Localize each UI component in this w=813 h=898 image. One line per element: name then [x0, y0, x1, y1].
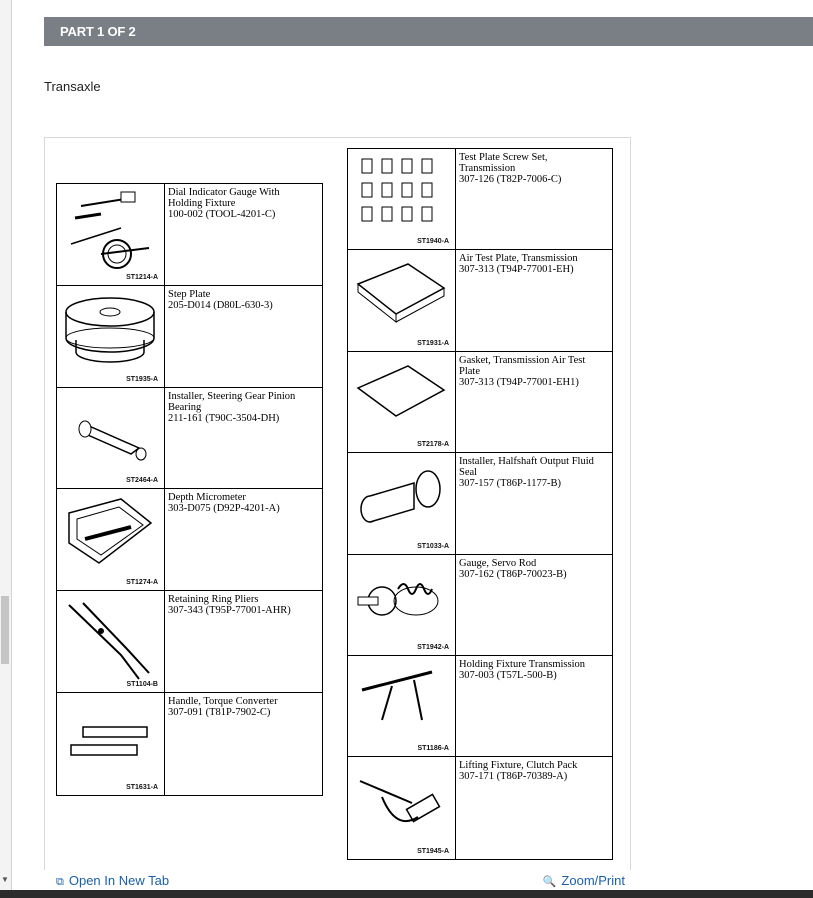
tool-description: [459, 456, 609, 489]
tool-description-line: Test Plate Screw Set,: [459, 152, 548, 163]
tool-code: ST2464-A: [126, 477, 158, 485]
open-in-new-tab-label: Open In New Tab: [68, 873, 170, 888]
tool-description-line: 307-313 (T94P-77001-EH1): [459, 376, 579, 388]
tool-description: [459, 355, 609, 388]
tool-description-line: Seal: [459, 467, 478, 479]
tool-description: [459, 760, 609, 782]
tool-description-line: 303-D075 (D92P-4201-A): [168, 503, 280, 515]
tool-illustration: [348, 453, 456, 553]
tool-description-line: 100-002 (TOOL-4201-C): [168, 209, 276, 220]
tool-description: [459, 253, 609, 275]
zoom-print-label: Zoom/Print: [561, 873, 625, 888]
tool-illustration: [348, 656, 456, 756]
tool-code: ST1931-A: [417, 339, 449, 347]
tool-description-line: Gauge, Servo Rod: [459, 557, 537, 569]
tool-cell: [348, 149, 612, 250]
section-title: Transaxle: [44, 79, 101, 94]
tool-cell: [348, 757, 612, 858]
tool-cell: [57, 591, 322, 693]
tool-illustration: [57, 489, 165, 590]
tool-description-line: Holding Fixture Transmission: [459, 659, 586, 670]
tool-description-line: Retaining Ring Pliers: [168, 594, 259, 606]
tool-illustration: [57, 286, 165, 387]
taskbar: [0, 890, 813, 898]
tool-description-line: Plate: [459, 365, 480, 377]
tool-description-line: Installer, Halfshaft Output Fluid: [459, 456, 594, 468]
zoom-print-link[interactable]: [543, 873, 625, 888]
tool-description: [168, 696, 319, 718]
tool-description: [459, 558, 609, 580]
tool-description-line: Transmission: [459, 163, 516, 174]
tool-description-line: 307-126 (T82P-7006-C): [459, 174, 562, 185]
scroll-down-arrow-icon[interactable]: ▼: [1, 875, 9, 884]
tool-illustration: [57, 388, 165, 489]
part-banner: PART 1 OF 2: [44, 17, 813, 46]
tool-illustration: [57, 184, 165, 285]
tool-description-line: Bearing: [168, 401, 202, 413]
tool-cell: [57, 693, 322, 795]
open-in-new-tab-link[interactable]: [56, 873, 169, 889]
tool-code: ST1631-A: [126, 783, 158, 791]
tool-cell: [348, 555, 612, 656]
tool-cell: [348, 352, 612, 453]
tool-description-line: 205-D014 (D80L-630-3): [168, 299, 273, 311]
tool-illustration: [57, 693, 165, 795]
tool-cell: [57, 388, 322, 490]
tool-code: ST1186-A: [417, 745, 449, 753]
tool-illustration: [348, 250, 456, 350]
tool-illustration-frame: [44, 137, 631, 891]
zoom-icon: 🔍: [542, 876, 557, 888]
tool-illustration: [348, 555, 456, 655]
tool-description-line: 307-091 (T81P-7902-C): [168, 707, 271, 718]
tool-description: [168, 187, 319, 220]
tool-illustration: [348, 352, 456, 452]
tool-description: [168, 594, 319, 616]
tool-code: ST1104-B: [126, 680, 158, 688]
tool-code: ST1945-A: [417, 847, 449, 855]
left-scrollbar[interactable]: [0, 0, 12, 898]
tool-cell: [348, 250, 612, 351]
tool-code: ST1033-A: [417, 542, 449, 550]
tool-description-line: 307-343 (T95P-77001-AHR): [168, 605, 291, 617]
tool-description: [168, 289, 319, 311]
tool-illustration: [348, 757, 456, 858]
open-in-new-tab-icon: ⧉: [56, 876, 64, 888]
tool-description-line: 307-003 (T57L-500-B): [459, 670, 557, 681]
tool-description-line: Lifting Fixture, Clutch Pack: [459, 760, 578, 772]
tool-code: ST1942-A: [417, 643, 449, 651]
tool-illustration: [348, 149, 456, 249]
tool-cell: [348, 656, 612, 757]
tool-description-line: Handle, Torque Converter: [168, 696, 278, 707]
tool-description-line: Gasket, Transmission Air Test: [459, 354, 586, 366]
tool-code: ST1214-A: [126, 273, 158, 281]
tool-description-line: Air Test Plate, Transmission: [459, 253, 578, 265]
tool-description-line: 211-161 (T90C-3504-DH): [168, 412, 280, 424]
tool-cell: [57, 489, 322, 591]
left-tool-table: [56, 183, 323, 796]
tool-description-line: Installer, Steering Gear Pinion: [168, 390, 296, 402]
tool-description-line: Depth Micrometer: [168, 492, 246, 504]
scrollbar-thumb[interactable]: [1, 596, 9, 664]
tool-description-line: 307-162 (T86P-70023-B): [459, 568, 567, 580]
tool-description: [168, 492, 319, 514]
tool-description-line: Step Plate: [168, 288, 211, 300]
tool-code: ST1935-A: [126, 375, 158, 383]
tool-description: [459, 152, 609, 185]
tool-description-line: Holding Fixture: [168, 198, 236, 209]
tool-description: [168, 391, 319, 424]
tool-illustration: [57, 591, 165, 692]
tool-code: ST1274-A: [126, 579, 158, 587]
tool-code: ST1940-A: [417, 238, 449, 246]
tool-description-line: 307-157 (T86P-1177-B): [459, 478, 561, 490]
tool-cell: [57, 184, 322, 286]
tool-code: ST2178-A: [417, 441, 449, 449]
tool-description: [459, 659, 609, 681]
tool-description-line: 307-171 (T86P-70389-A): [459, 771, 568, 783]
footer-bar: [44, 870, 631, 890]
tool-cell: [348, 453, 612, 554]
tool-cell: [57, 286, 322, 388]
tool-description-line: 307-313 (T94P-77001-EH): [459, 264, 574, 276]
right-tool-table: [347, 148, 613, 860]
tool-description-line: Dial Indicator Gauge With: [168, 187, 280, 198]
